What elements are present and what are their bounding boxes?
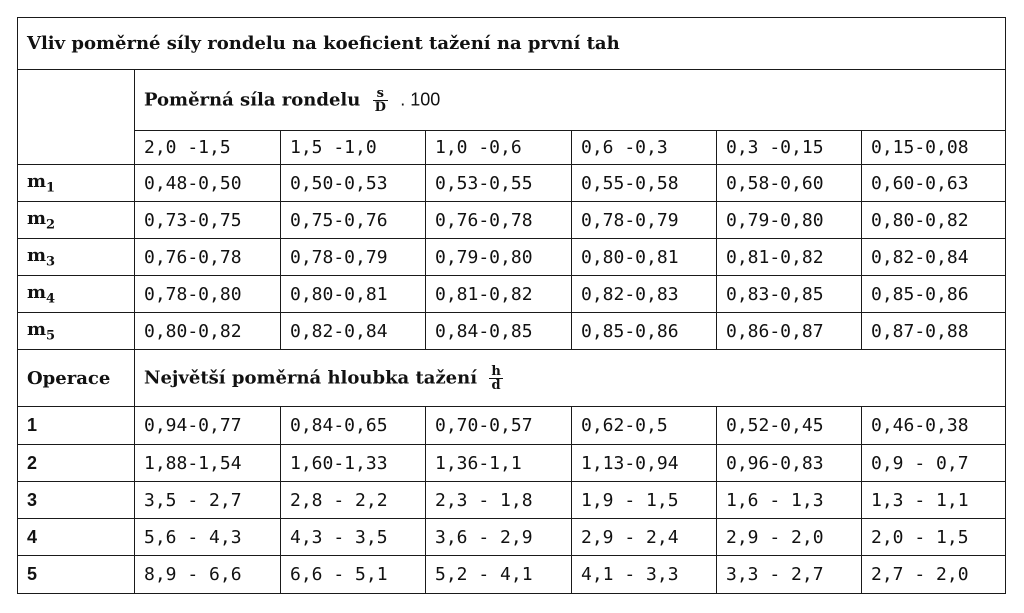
table-row [18, 239, 1006, 276]
operation-number: 3 [18, 482, 135, 519]
coefficient-label [18, 313, 135, 350]
table-title: Vliv poměrné síly rondelu na koeficient tažení na první tah [18, 18, 1006, 70]
table-cell: 2,8 - 2,2 [281, 482, 426, 519]
table-cell: 0,78-0,79 [281, 239, 426, 276]
table-cell: 0,85-0,86 [862, 276, 1006, 313]
table-cell: 3,6 - 2,9 [426, 519, 572, 556]
coefficient-subscript: 5 [46, 328, 56, 344]
range-header-cell: 1,5 -1,0 [281, 131, 426, 165]
table-cell: 0,81-0,82 [426, 276, 572, 313]
fraction-denominator: d [491, 377, 501, 393]
max-depth-header [135, 350, 1006, 407]
coefficient-label [18, 276, 135, 313]
table-cell: 0,94-0,77 [135, 407, 281, 445]
table-cell: 2,9 - 2,4 [572, 519, 717, 556]
table-cell: 2,9 - 2,0 [717, 519, 862, 556]
s-over-d-fraction [373, 87, 388, 114]
range-header-cell: 2,0 -1,5 [135, 131, 281, 165]
table-cell: 0,82-0,84 [862, 239, 1006, 276]
table-row [18, 276, 1006, 313]
table-cell: 6,6 - 5,1 [281, 556, 426, 594]
coefficient-symbol: m [27, 207, 47, 229]
coefficient-label [18, 165, 135, 202]
table-cell: 0,80-0,81 [572, 239, 717, 276]
table-row [18, 165, 1006, 202]
table-cell: 4,3 - 3,5 [281, 519, 426, 556]
range-header-cell: 0,3 -0,15 [717, 131, 862, 165]
table-cell: 1,36-1,1 [426, 445, 572, 482]
table-cell: 0,83-0,85 [717, 276, 862, 313]
coefficient-symbol: m [27, 281, 47, 303]
table-row [18, 313, 1006, 350]
table-cell: 0,84-0,85 [426, 313, 572, 350]
table-cell: 0,82-0,84 [281, 313, 426, 350]
fraction-numerator: h [491, 363, 501, 379]
table-cell: 0,78-0,79 [572, 202, 717, 239]
table-row [18, 445, 1006, 482]
table-cell: 0,73-0,75 [135, 202, 281, 239]
table-cell: 0,84-0,65 [281, 407, 426, 445]
table-cell: 0,96-0,83 [717, 445, 862, 482]
drawing-coefficient-table [17, 17, 1006, 594]
table-cell: 2,7 - 2,0 [862, 556, 1006, 594]
coefficient-symbol: m [27, 170, 47, 192]
coefficient-symbol: m [27, 244, 47, 266]
table-cell: 0,81-0,82 [717, 239, 862, 276]
coefficient-subscript: 4 [46, 291, 56, 307]
table-cell: 0,87-0,88 [862, 313, 1006, 350]
table-cell: 0,78-0,80 [135, 276, 281, 313]
table-cell: 2,3 - 1,8 [426, 482, 572, 519]
operation-number: 5 [18, 556, 135, 594]
h-over-d-fraction [489, 365, 502, 392]
table-cell: 0,76-0,78 [426, 202, 572, 239]
coefficient-subscript: 1 [46, 180, 56, 196]
table-row [18, 519, 1006, 556]
table-cell: 0,9 - 0,7 [862, 445, 1006, 482]
table-cell: 1,6 - 1,3 [717, 482, 862, 519]
coefficient-label [18, 239, 135, 276]
table-cell: 0,46-0,38 [862, 407, 1006, 445]
table-cell: 1,3 - 1,1 [862, 482, 1006, 519]
operation-number: 4 [18, 519, 135, 556]
table-cell: 1,88-1,54 [135, 445, 281, 482]
blank-force-header [135, 70, 1006, 131]
table-cell: 0,82-0,83 [572, 276, 717, 313]
coefficient-label [18, 202, 135, 239]
table-cell: 0,76-0,78 [135, 239, 281, 276]
table-cell: 0,60-0,63 [862, 165, 1006, 202]
blank-force-label: Poměrná síla rondelu [144, 89, 361, 110]
table-cell: 1,60-1,33 [281, 445, 426, 482]
operations-label: Operace [18, 350, 135, 407]
range-header-cell: 0,6 -0,3 [572, 131, 717, 165]
table-row [18, 202, 1006, 239]
table-cell: 0,62-0,5 [572, 407, 717, 445]
table-cell: 0,75-0,76 [281, 202, 426, 239]
table-row [18, 407, 1006, 445]
table-cell: 0,48-0,50 [135, 165, 281, 202]
corner-cell [18, 70, 135, 165]
fraction-numerator: s [373, 87, 388, 101]
table-cell: 0,55-0,58 [572, 165, 717, 202]
table-row [18, 482, 1006, 519]
table-cell: 0,80-0,82 [135, 313, 281, 350]
table-cell: 0,58-0,60 [717, 165, 862, 202]
table-cell: 1,13-0,94 [572, 445, 717, 482]
table-cell: 0,80-0,81 [281, 276, 426, 313]
table-cell: 8,9 - 6,6 [135, 556, 281, 594]
operation-number: 2 [18, 445, 135, 482]
table-cell: 0,86-0,87 [717, 313, 862, 350]
range-header-row [18, 131, 1006, 165]
coefficient-subscript: 3 [46, 254, 56, 270]
table-cell: 0,85-0,86 [572, 313, 717, 350]
table-cell: 2,0 - 1,5 [862, 519, 1006, 556]
range-header-cell: 1,0 -0,6 [426, 131, 572, 165]
table-cell: 0,79-0,80 [717, 202, 862, 239]
table-cell: 1,9 - 1,5 [572, 482, 717, 519]
coefficient-symbol: m [27, 318, 47, 340]
table-cell: 3,5 - 2,7 [135, 482, 281, 519]
table-row [18, 556, 1006, 594]
table-cell: 3,3 - 2,7 [717, 556, 862, 594]
max-depth-title: Největší poměrná hloubka tažení [144, 367, 478, 388]
table-cell: 0,50-0,53 [281, 165, 426, 202]
multiplier: . 100 [400, 89, 441, 109]
table-cell: 0,52-0,45 [717, 407, 862, 445]
table-cell: 0,70-0,57 [426, 407, 572, 445]
coefficient-subscript: 2 [46, 217, 56, 233]
table-cell: 0,80-0,82 [862, 202, 1006, 239]
table-cell: 0,79-0,80 [426, 239, 572, 276]
operation-number: 1 [18, 407, 135, 445]
range-header-cell: 0,15-0,08 [862, 131, 1006, 165]
fraction-denominator: D [374, 99, 386, 115]
table-cell: 4,1 - 3,3 [572, 556, 717, 594]
table-cell: 5,2 - 4,1 [426, 556, 572, 594]
table-cell: 0,53-0,55 [426, 165, 572, 202]
table-cell: 5,6 - 4,3 [135, 519, 281, 556]
